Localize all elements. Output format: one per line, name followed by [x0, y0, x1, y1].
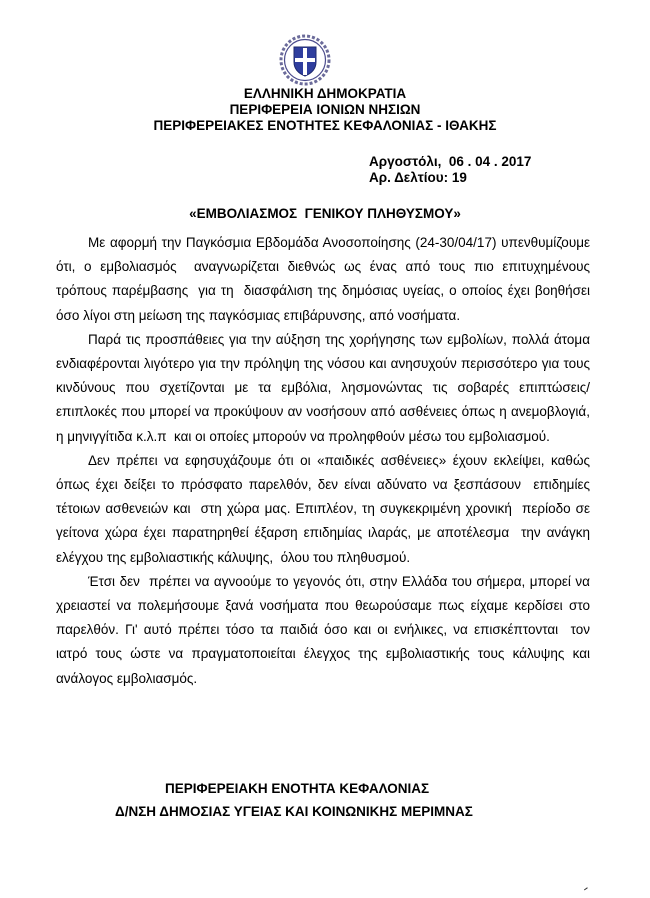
header-line-region: ΠΕΡΙΦΕΡΕΙΑ ΙΟΝΙΩΝ ΝΗΣΙΩΝ: [229, 102, 421, 117]
paragraph: Με αφορμή την Παγκόσμια Εβδομάδα Ανοσοποίησης (24-30/04/17) υπενθυμίζουμε ότι, ο εμβολιασμός αναγνωρίζεται διεθνώς ως ένας από τους πιο επιτυχημένους τρόπους παρέμβασης για τη διασφάλιση της δημόσιας υγείας, ο οποίος έχει βοηθήσει όσο λίγοι στη μείωση της παγκόσμιας επιβάρυνσης, από νοσήματα.: [56, 235, 602, 323]
paragraph: Παρά τις προσπάθειες για την αύξηση της χορήγησης των εμβολίων, πολλά άτομα ενδιαφέρονται λιγότερο για την πρόληψη της νόσου και ανησυχούν περισσότερο για τους κινδύνους που σχετίζονται με τα εμβόλια, λησμονώντας τις σοβαρές επιπτώσεις/επιπλοκές που μπορεί να προκύψουν αν νοσήσουν από ασθένειες όπως η ανεμοβλογιά, η μηνιγγίτιδα κ.λ.π και οι οποίες μπορούν να προληφθούν μέσω του εμβολιασμού.: [56, 331, 598, 444]
header-line-regional-units: ΠΕΡΙΦΕΡΕΙΑΚΕΣ ΕΝΟΤΗΤΕΣ ΚΕΦΑΛΟΝΙΑΣ - ΙΘΑΚΗΣ: [153, 118, 497, 133]
document-body: [56, 231, 602, 691]
paragraph: Έτσι δεν πρέπει να αγνοούμε το γεγονός ότι, στην Ελλάδα του σήμερα, μπορεί να χρειαστεί να πολεμήσουμε ξανά νοσήματα που θεωρούσαμε πως είχαμε κερδίσει στο παρελθόν. Γι' αυτό πρέπει τόσο τα παιδιά όσο και οι ενήλικες, να επισκέπτονται τον ιατρό τους ώστε να πραγματοποιείται έλεγχος της εμβολιαστικής τους κάλυψης και ανάλογος εμβολιασμός.: [56, 573, 594, 686]
header-line-republic: ΕΛΛΗΝΙΚΗ ΔΗΜΟΚΡΑΤΙΑ: [243, 86, 407, 101]
document-title: «ΕΜΒΟΛΙΑΣΜΟΣ ΓΕΝΙΚΟΥ ΠΛΗΘΥΣΜΟΥ»: [189, 206, 461, 221]
corner-mark: [584, 887, 590, 893]
paragraph: Δεν πρέπει να εφησυχάζουμε ότι οι «παιδικές ασθένειες» έχουν εκλείψει, καθώς όπως έχει δείξει το πρόσφατο παρελθόν, δεν είναι αδύνατο να ξεσπάσουν επιδημίες τέτοιων ασθενειών και στη χώρα μας. Επιπλέον, τη συγκεκριμένη χρονική περίοδο σε γείτονα χώρα έχει παρατηρηθεί έξαρση επιδημίας ιλαράς, με αποτέλεσμα την ανάγκη ελέγχου της εμβολιαστικής κάλυψης, όλου του πληθυσμού.: [56, 452, 594, 565]
bulletin-number: Αρ. Δελτίου: 19: [369, 170, 467, 185]
document-date: Αργοστόλι, 06 . 04 . 2017: [369, 154, 532, 169]
greek-coat-of-arms-icon: [279, 34, 331, 86]
signature-directorate: Δ/ΝΣΗ ΔΗΜΟΣΙΑΣ ΥΓΕΙΑΣ ΚΑΙ ΚΟΙΝΩΝΙΚΗΣ ΜΕΡΙΜΝΑΣ: [115, 804, 473, 819]
signature-unit: ΠΕΡΙΦΕΡΕΙΑΚΗ ΕΝΟΤΗΤΑ ΚΕΦΑΛΟΝΙΑΣ: [165, 781, 430, 796]
